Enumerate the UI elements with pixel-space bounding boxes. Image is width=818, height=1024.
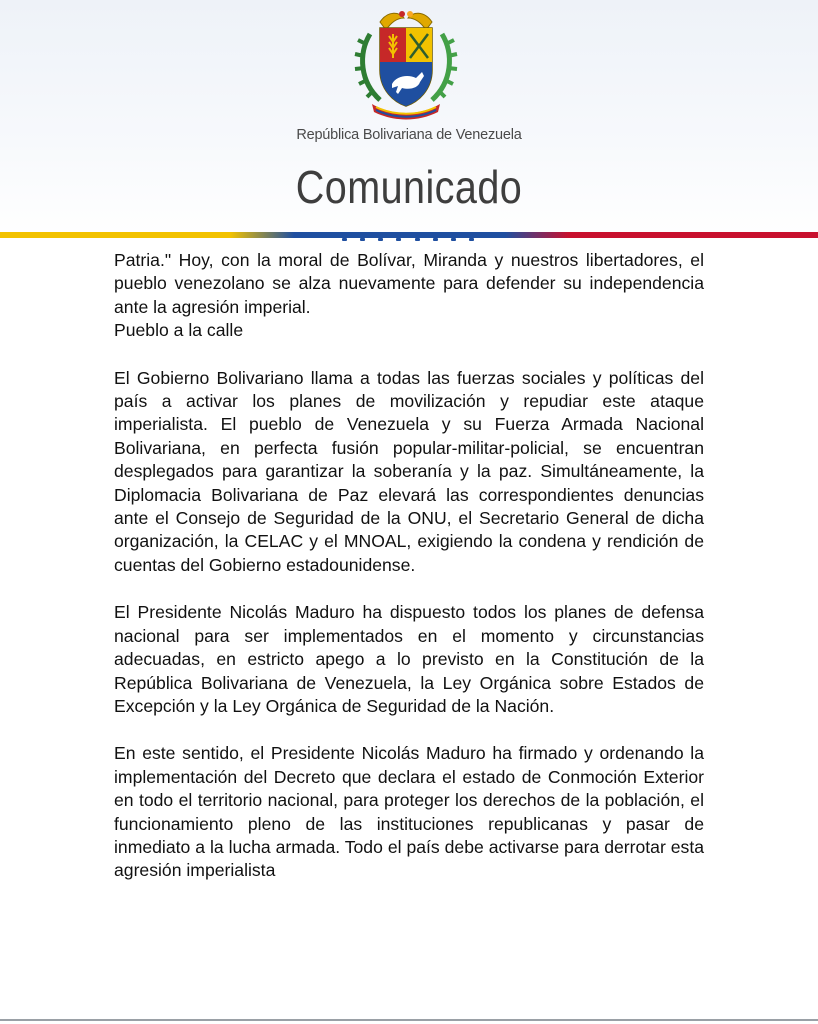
letterhead <box>0 0 818 238</box>
page-title: Comunicado <box>295 161 523 213</box>
republic-name: República Bolivariana de Venezuela <box>296 127 522 143</box>
paragraph-3: El Presidente Nicolás Maduro ha dispuesto todos los planes de defensa nacional para ser implementados en el momento y circunstancias adecuadas, en estricto apego a lo previsto en la Constitución de la República Bolivariana de Venezuela, la Ley Orgánica sobre Estados de Excepción y la Ley Orgánica de Seguridad de la Nación. <box>114 602 704 716</box>
paragraph-4: En este sentido, el Presidente Nicolás Maduro ha firmado y ordenando la implementación del Decreto que declara el estado de Conmoción Exterior en todo el territorio nacional, para proteger los derechos de la población, el funcionamiento pleno de las instituciones republicanas y pasar de inmediato a la lucha armada. Todo el país debe activarse para derrotar esta agresión imperialista <box>114 743 704 881</box>
stars-decoration <box>342 238 474 242</box>
paragraph-1 <box>114 249 704 343</box>
communique-body <box>114 249 704 907</box>
coat-of-arms-icon <box>352 4 460 120</box>
paragraph-1-text: Patria." Hoy, con la moral de Bolívar, Miranda y nuestros libertadores, el pueblo venezolano se alza nuevamente para defender su independencia ante la agresión imperial. Pueblo a la calle <box>114 250 704 341</box>
paragraph-2: El Gobierno Bolivariano llama a todas las fuerzas sociales y políticas del país a activar los planes de movilización y repudiar este ataque imperialista. El pueblo de Venezuela y su Fuerza Armada Nacional Bolivariana, en perfecta fusión popular-militar-policial, se encuentran desplegados para garantizar la soberanía y la paz. Simultáneamente, la Diplomacia Bolivariana de Paz elevará las correspondientes denuncias ante el Consejo de Seguridad de la ONU, el Secretario General de dicha organización, la CELAC y el MNOAL, exigiendo la condena y rendición de cuentas del Gobierno estadounidense. <box>114 367 704 575</box>
bottom-divider <box>0 1019 818 1021</box>
